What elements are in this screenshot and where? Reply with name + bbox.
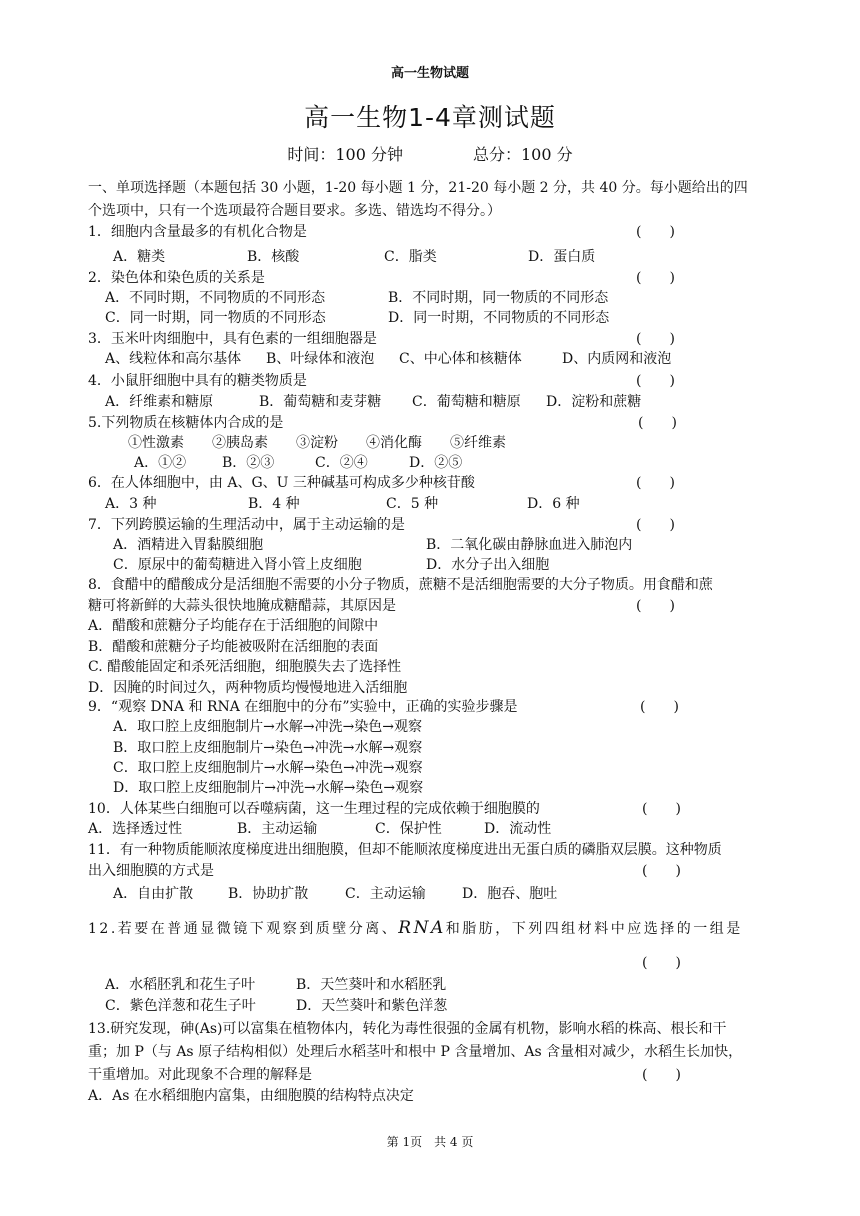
q12-option-c: C．紫色洋葱和花生子叶 [105,998,256,1014]
q12-stem-end: 和脂肪，下列四组材料中应选择的一组是 [445,921,743,937]
q10-option-d: D．流动性 [484,821,552,837]
q9-option-d: D．取口腔上皮细胞制片→冲洗→水解→染色→观察 [113,780,424,796]
q3-option-a: A、线粒体和高尔基体 [105,351,242,367]
q5-option-c: C．②④ [315,455,368,471]
q8-option-b: B．醋酸和蔗糖分子均能被吸附在活细胞的表面 [88,639,379,655]
q3-option-c: C、中心体和核糖体 [399,351,522,367]
q8-option-c: C. 醋酸能固定和杀死活细胞，细胞膜失去了选择性 [88,659,402,675]
q6-option-a: A．3 种 [105,496,157,512]
answer-blank-13[interactable]: ( ) [642,1067,681,1083]
q7-option-b: B．二氧化碳由静脉血进入肺泡内 [426,537,633,553]
question-11-stem-line-2: 出入细胞膜的方式是 [88,863,214,879]
q9-option-c: C．取口腔上皮细胞制片→水解→染色→冲洗→观察 [113,760,423,776]
q3-option-b: B、叶绿体和液泡 [266,351,375,367]
question-11-stem-line-1: 11．有一种物质能顺浓度梯度进出细胞膜，但却不能顺浓度梯度进出无蛋白质的磷脂双层膜。这种物质 [88,842,722,858]
page-title: 高一生物1-4章测试题 [304,103,556,132]
q5-option-a: A．①② [134,455,187,471]
question-13-stem-line-3: 干重增加。对此现象不合理的解释是 [88,1067,312,1083]
answer-blank-12[interactable]: ( ) [642,955,681,971]
q10-option-a: A．选择透过性 [88,821,183,837]
question-9-stem: 9．“观察 DNA 和 RNA 在细胞中的分布”实验中，正确的实验步骤是 [88,699,518,715]
q7-option-d: D．水分子出入细胞 [426,557,550,573]
answer-blank-11[interactable]: ( ) [642,863,681,879]
question-1-stem: 1．细胞内含量最多的有机化合物是 [88,224,307,240]
question-5-stem: 5.下列物质在核糖体内合成的是 [88,415,284,431]
question-4-stem: 4．小鼠肝细胞中具有的糖类物质是 [88,373,307,389]
question-12-stem [88,918,743,939]
answer-blank-5[interactable]: ( ) [638,415,677,431]
q8-option-a: A．醋酸和蔗糖分子均能存在于活细胞的间隙中 [88,618,379,634]
q6-option-c: C．5 种 [386,496,439,512]
section-intro-line-2: 个选项中，只有一个选项最符合题目要求。多选、错选均不得分。） [88,203,501,219]
answer-blank-6[interactable]: ( ) [636,475,675,491]
q11-option-c: C．主动运输 [345,886,426,902]
q1-option-a: A．糖类 [113,249,166,265]
q11-option-b: B．协助扩散 [228,886,309,902]
q5-option-b: B．②③ [222,455,275,471]
answer-blank-1[interactable]: ( ) [636,224,675,240]
running-title: 高一生物试题 [390,66,469,81]
question-2-stem: 2．染色体和染色质的关系是 [88,270,265,286]
q4-option-a: A．纤维素和糖原 [105,394,214,410]
section-intro-line-1: 一、单项选择题（本题包括 30 小题，1-20 每小题 1 分，21-20 每小题 2 分，共 40 分。每小题给出的四 [88,180,748,196]
q10-option-b: B．主动运输 [237,821,318,837]
question-8-stem-line-1: 8．食醋中的醋酸成分是活细胞不需要的小分子物质，蔗糖不是活细胞需要的大分子物质。用食醋和蔗 [88,577,713,593]
question-10-stem: 10．人体某些白细胞可以吞噬病菌，这一生理过程的完成依赖于细胞膜的 [88,801,540,817]
q5-option-d: D．②⑤ [409,455,463,471]
q10-option-c: C．保护性 [375,821,442,837]
question-3-stem: 3．玉米叶肉细胞中，具有色素的一组细胞器是 [88,331,377,347]
q1-option-d: D．蛋白质 [528,249,596,265]
q11-option-a: A．自由扩散 [113,886,194,902]
q3-option-d: D、内质网和液泡 [562,351,672,367]
q2-option-b: B．不同时期，同一物质的不同形态 [388,290,609,306]
q12-option-b: B．天竺葵叶和水稻胚乳 [296,977,447,993]
question-7-stem: 7．下列跨膜运输的生理活动中，属于主动运输的是 [88,517,405,533]
q5-items: ①性激素 ②胰岛素 ③淀粉 ④消化酶 ⑤纤维素 [128,435,506,451]
question-8-stem-line-2: 糖可将新鲜的大蒜头很快地腌成糖醋蒜，其原因是 [88,598,396,614]
q2-option-d: D．同一时期，不同物质的不同形态 [388,310,610,326]
total-score: 总分：100 分 [473,145,573,164]
answer-blank-8[interactable]: ( ) [636,598,675,614]
answer-blank-2[interactable]: ( ) [636,270,675,286]
q1-option-b: B．核酸 [247,249,300,265]
answer-blank-7[interactable]: ( ) [636,517,675,533]
answer-blank-4[interactable]: ( ) [636,373,675,389]
q13-option-a: A．As 在水稻细胞内富集，由细胞膜的结构特点决定 [88,1088,414,1104]
exam-info [0,142,860,165]
rna-term: RNA [398,918,446,938]
q1-option-c: C．脂类 [384,249,437,265]
q6-option-d: D．6 种 [527,496,580,512]
q12-stem-start: 12.若要在普通显微镜下观察到质壁分离、 [88,921,399,937]
answer-blank-10[interactable]: ( ) [642,801,681,817]
question-13-stem-line-2: 重；加 P（与 As 原子结构相似）处理后水稻茎叶和根中 P 含量增加、As 含量相对减少，水稻生长加快， [88,1044,743,1060]
q7-option-a: A．酒精进入胃黏膜细胞 [113,537,264,553]
answer-blank-9[interactable]: ( ) [640,699,679,715]
time-limit: 时间：100 分钟 [287,145,403,164]
q4-option-b: B．葡萄糖和麦芽糖 [259,394,382,410]
q12-option-a: A．水稻胚乳和花生子叶 [105,977,256,993]
question-13-stem-line-1: 13.研究发现，砷(As)可以富集在植物体内，转化为毒性很强的金属有机物，影响水稻的株高、根长和干 [88,1021,727,1037]
q12-option-d: D．天竺葵叶和紫色洋葱 [296,998,448,1014]
q4-option-c: C．葡萄糖和糖原 [412,394,521,410]
answer-blank-3[interactable]: ( ) [636,331,675,347]
question-6-stem: 6．在人体细胞中，由 A、G、U 三种碱基可构成多少种核苷酸 [88,475,475,491]
q9-option-a: A．取口腔上皮细胞制片→水解→冲洗→染色→观察 [113,719,423,735]
q6-option-b: B．4 种 [248,496,300,512]
page-number: 第 1页 共 4 页 [386,1135,474,1149]
q2-option-a: A．不同时期，不同物质的不同形态 [105,290,326,306]
q7-option-c: C．原尿中的葡萄糖进入肾小管上皮细胞 [113,557,362,573]
q2-option-c: C．同一时期，同一物质的不同形态 [105,310,326,326]
q4-option-d: D．淀粉和蔗糖 [546,394,642,410]
q9-option-b: B．取口腔上皮细胞制片→染色→冲洗→水解→观察 [113,740,423,756]
q8-option-d: D．因腌的时间过久，两种物质均慢慢地进入活细胞 [88,680,408,696]
q11-option-d: D．胞吞、胞吐 [462,886,558,902]
